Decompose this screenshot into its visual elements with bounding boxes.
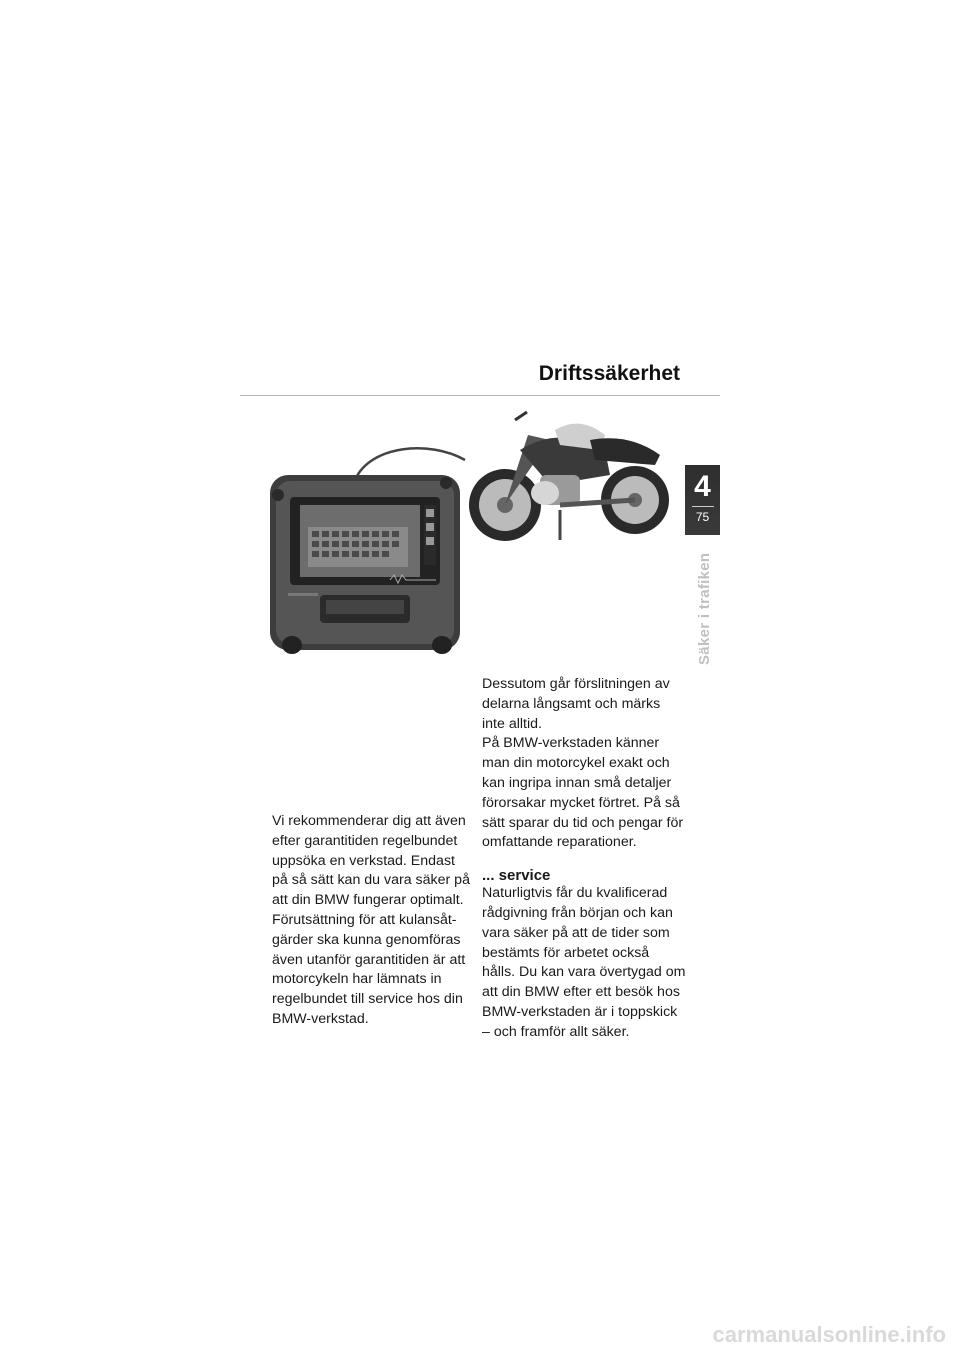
right-column	[482, 675, 687, 1043]
page-number: 75	[695, 510, 710, 524]
site-watermark: carmanualsonline.info	[712, 1322, 946, 1347]
chapter-tab	[685, 465, 720, 535]
motorcycle-icon	[469, 412, 669, 541]
page-title: Driftssäkerhet	[538, 362, 680, 385]
chapter-number: 4	[694, 470, 711, 503]
chapter-side-label: Säker i trafiken	[696, 552, 713, 665]
diagnostic-tester-icon	[270, 475, 460, 654]
figure-tester-and-motorcycle	[260, 405, 685, 655]
right-paragraph-2: Naturligtvis får du kvalificerad rådgivning från början och kan vara säker på att de tider som bestämts för arbetet också hålls. Du kan vara övertygad om att din BMW efter ett besök hos BMW-verkstaden är i toppskick – och framför allt säker.	[482, 885, 686, 1040]
chapter-divider	[692, 506, 714, 507]
header-rule	[240, 395, 720, 396]
service-subheading: ... service	[482, 867, 551, 885]
left-paragraph: Vi rekommenderar dig att även efter garantitiden regelbundet uppsöka en verkstad. Endast på så sätt kan du vara säker på att din BMW fungerar optimalt. Förutsättning för att kulansåt- gärder ska kunna genomföras även utanför garantitiden är att motorcykeln har lämnats in regelbundet till service hos din BMW-verkstad.	[272, 813, 470, 1027]
right-paragraph-1: Dessutom går förslitningen av delarna långsamt och märks inte alltid. På BMW-verkstaden känner man din motorcykel exakt och kan ingripa innan små detaljer förorsakar mycket förtret. På så sätt sparar du tid och pengar för omfattande reparationer.	[482, 676, 684, 851]
left-column	[272, 812, 472, 1030]
